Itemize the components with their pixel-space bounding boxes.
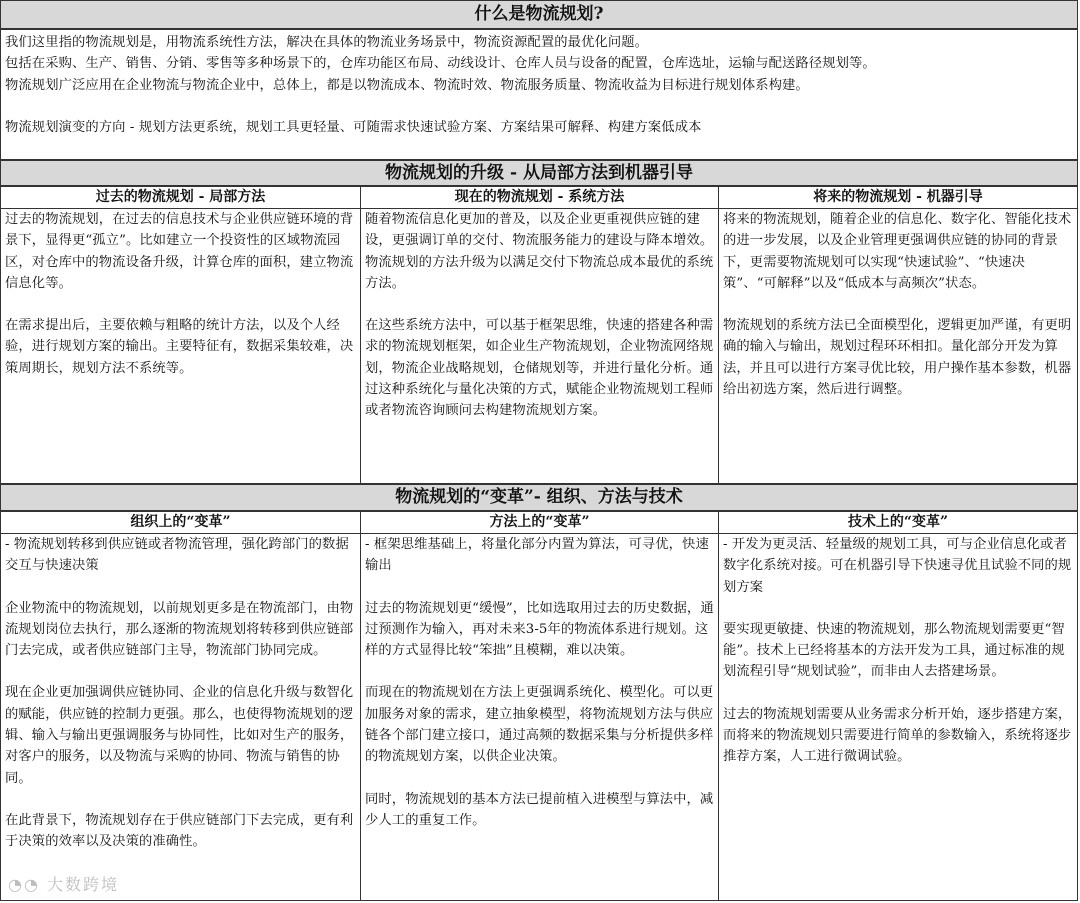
reform-organization-paragraph: - 物流规划转移到供应链或者物流管理，强化跨部门的数据交互与快速决策 (5, 537, 349, 574)
upgrade-col-present-header: 现在的物流规划 - 系统方法 (361, 187, 718, 209)
reform-col-organization (0, 511, 361, 901)
reform-col-technology-header: 技术上的“变革” (719, 512, 1077, 534)
reform-organization-paragraph: 企业物流中的物流规划，以前规划更多是在物流部门，由物流规划岗位去执行，那么逐渐的物流规划将转移到供应链部门去完成，或者供应链部门主导，物流部门协同完成。 (5, 600, 354, 659)
watermark-logo (8, 872, 119, 895)
upgrade-future-paragraph: 将来的物流规划，随着企业的信息化、数字化、智能化技术的进一步发展，以及企业管理更强调供应链的协同的背景下，更需要物流规划可以实现“快速试验”、“快速决策”、“可解释”以及“低成本与高频次”状态。 (723, 212, 1072, 291)
upgrade-future-paragraph: 物流规划的系统方法已全面模型化，逻辑更加严谨，有更明确的输入与输出，规划过程环环相扣。量化部分开发为算法，并且可以进行方案寻优比较，用户操作基本参数，机器给出初选方案，然后进行调整。 (723, 318, 1072, 398)
upgrade-past-paragraph: 在需求提出后，主要依赖与粗略的统计方法，以及个人经验，进行规划方案的输出。主要特征有，数据采集较难，决策周期长，规划方法不系统等。 (5, 318, 354, 376)
section-reform-title (0, 484, 1078, 511)
section-upgrade-title-text: 物流规划的升级 - 从局部方法到机器引导 (385, 163, 693, 183)
reform-method-paragraph: 过去的物流规划更“缓慢”，比如选取用过去的历史数据，通过预测作为输入，再对未来3-5年的物流体系进行规划。这样的方式显得比较“笨拙”且模糊，难以决策。 (365, 600, 714, 659)
reform-col-technology (718, 511, 1078, 901)
section-reform-title-text: 物流规划的“变革”- 组织、方法与技术 (395, 487, 683, 507)
reform-col-method (360, 511, 719, 901)
intro-line-3: 物流规划广泛应用在企业物流与物流企业中，总体上，都是以物流成本、物流时效、物流服务质量、物流收益为目标进行规划体系构建。 (5, 77, 809, 93)
upgrade-past-paragraph: 过去的物流规划，在过去的信息技术与企业供应链环境的背景下，显得更“孤立”。比如建立一个投资性的区域物流园区，对仓库中的物流设备升级，计算仓库的面积，建立物流信息化等。 (5, 212, 354, 291)
reform-technology-paragraph: 要实现更敏捷、快速的物流规划，那么物流规划需要更“智能”。技术上已经将基本的方法开发为工具，通过标准的规划流程引导“规划试验”，而非由人去搭建场景。 (723, 621, 1065, 680)
watermark-text: 大数跨境 (47, 875, 120, 894)
reform-method-paragraph: - 框架思维基础上，将量化部分内置为算法，可寻优，快速输出 (365, 537, 709, 574)
upgrade-present-paragraph: 在这些系统方法中，可以基于框架思维，快速的搭建各种需求的物流规划框架，如企业生产物流规划，企业物流网络规划，物流企业战略规划，仓储规划等，并进行量化分析。通过这种系统化与量化决策的方式，赋能企业物流规划工程师或者物流咨询顾问去构建物流规划方案。 (365, 318, 714, 419)
section-what-is-body (0, 29, 1078, 160)
intro-line-1: 我们这里指的物流规划是，用物流系统性方法，解决在具体的物流业务场景中，物流资源配置的最优化问题。 (5, 35, 649, 50)
watermark-icon: ◔◔ (8, 875, 40, 894)
intro-line-2: 包括在采购、生产、销售、分销、零售等多种场景下的，仓库功能区布局、动线设计、仓库人员与设备的配置，仓库选址，运输与配送路径规划等。 (5, 56, 876, 72)
upgrade-col-future-header: 将来的物流规划 - 机器引导 (719, 187, 1077, 209)
reform-technology-paragraph: - 开发为更灵活、轻量级的规划工具，可与企业信息化或者数字化系统对接。可在机器引导下快速寻优且试验不同的规划方案 (723, 537, 1072, 595)
upgrade-present-paragraph: 随着物流信息化更加的普及，以及企业更重视供应链的建设，更强调订单的交付、物流服务能力的建设与降本增效。物流规划的方法升级为以满足交付下物流总成本最优的系统方法。 (365, 212, 714, 291)
upgrade-col-past (0, 186, 361, 484)
section-upgrade-title (0, 160, 1078, 186)
upgrade-col-future (718, 186, 1078, 484)
upgrade-col-present (360, 186, 719, 484)
intro-line-direction: 物流规划演变的方向 - 规划方法更系统，规划工具更轻量、可随需求快速试验方案、方案结果可解释、构建方案低成本 (5, 119, 702, 135)
section-what-is-title-text: 什么是物流规划? (474, 4, 604, 24)
reform-col-method-header: 方法上的“变革” (361, 512, 718, 534)
reform-organization-paragraph: 现在企业更加强调供应链协同、企业的信息化升级与数智化的赋能，供应链的控制力更强。那么，也使得物流规划的逻辑、输入与输出更强调服务与协同性，比如对生产的服务，对客户的服务，以及物流与采购的协同、物流与销售的协同。 (5, 685, 354, 786)
upgrade-col-past-header: 过去的物流规划 - 局部方法 (1, 187, 360, 209)
reform-method-paragraph: 而现在的物流规划在方法上更强调系统化、模型化。可以更加服务对象的需求，建立抽象模型，将物流规划方法与供应链各个部门建立接口，通过高频的数据采集与分析提供多样的物流规划方案，以供企业决策。 (365, 685, 714, 765)
reform-method-paragraph: 同时，物流规划的基本方法已提前植入进模型与算法中，减少人工的重复工作。 (365, 791, 714, 828)
reform-col-organization-header: 组织上的“变革” (1, 512, 360, 534)
section-what-is-title (0, 0, 1078, 29)
reform-technology-paragraph: 过去的物流规划需要从业务需求分析开始，逐步搭建方案，而将来的物流规划只需要进行简单的参数输入，系统将逐步推荐方案，人工进行微调试验。 (723, 706, 1072, 765)
reform-organization-paragraph: 在此背景下，物流规划存在于供应链部门下去完成，更有利于决策的效率以及决策的准确性。 (5, 812, 354, 850)
